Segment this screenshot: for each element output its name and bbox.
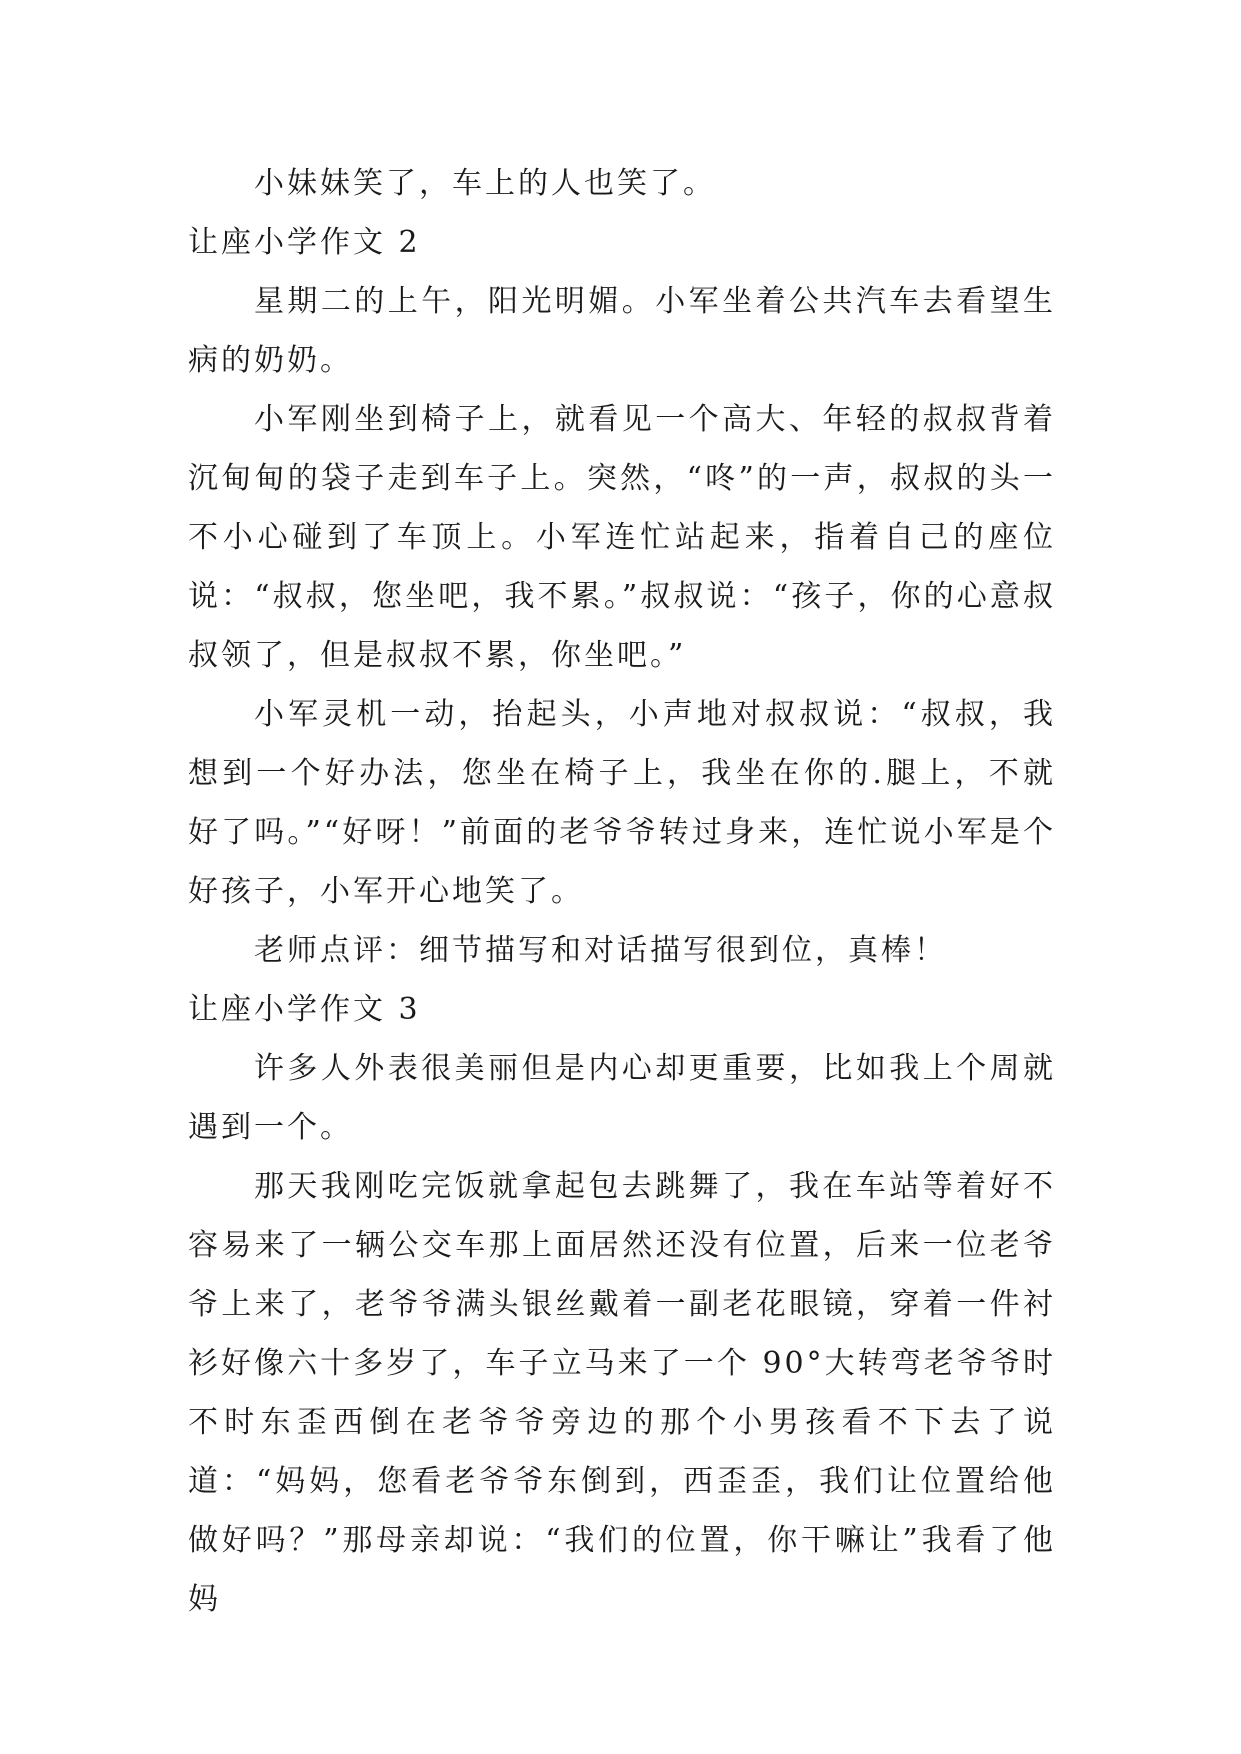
section-heading: 让座小学作文 3 [188, 992, 421, 1027]
paragraph: 小军刚坐到椅子上，就看见一个高大、年轻的叔叔背着沉甸甸的袋子走到车子上。突然，“咚”的一声，叔叔的头一不小心碰到了车顶上。小军连忙站起来，指着自己的座位说：“叔叔，您坐吧，我不累。”叔叔说：“孩子，你的心意叔叔领了，但是叔叔不累，你坐吧。” [188, 402, 1056, 673]
paragraph: 小妹妹笑了，车上的人也笑了。 [254, 166, 716, 201]
paragraph: 那天我刚吃完饭就拿起包去跳舞了，我在车站等着好不容易来了一辆公交车那上面居然还没有位置，后来一位老爷爷上来了，老爷爷满头银丝戴着一副老花眼镜，穿着一件衬衫好像六十多岁了，车子立马来了一个 90°大转弯老爷爷时不时东歪西倒在老爷爷旁边的那个小男孩看不下去了说道：“妈妈，您看老爷爷东倒到，西歪歪，我们让位置给他做好吗？”那母亲却说：“我们的位置，你干嘛让”我看了他妈 [188, 1169, 1056, 1617]
paragraph: 老师点评：细节描写和对话描写很到位，真棒！ [254, 933, 947, 968]
paragraph: 小军灵机一动，抬起头，小声地对叔叔说：“叔叔，我想到一个好办法，您坐在椅子上，我坐在你的.腿上，不就好了吗。”“好呀！”前面的老爷爷转过身来，连忙说小军是个好孩子，小军开心地笑了。 [188, 697, 1056, 909]
section-heading: 让座小学作文 2 [188, 225, 421, 260]
document-body [188, 154, 1056, 1629]
paragraph: 星期二的上午，阳光明媚。小军坐着公共汽车去看望生病的奶奶。 [188, 284, 1056, 378]
paragraph: 许多人外表很美丽但是内心却更重要，比如我上个周就遇到一个。 [188, 1051, 1056, 1145]
